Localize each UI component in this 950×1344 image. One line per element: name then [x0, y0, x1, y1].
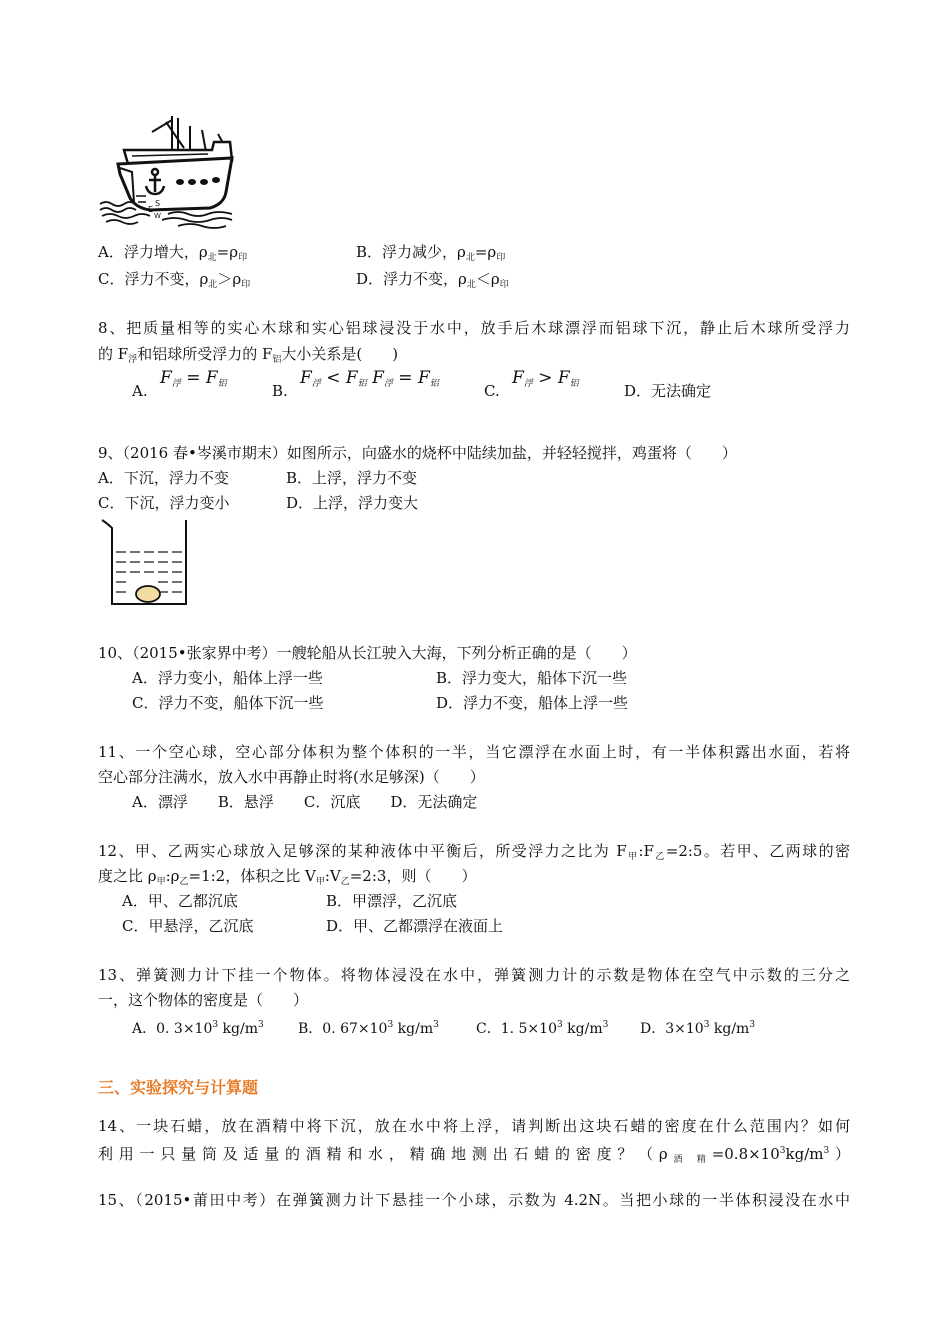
q9-stem: 9、（2016 春•岑溪市期末）如图所示，向盛水的烧杯中陆续加盐，并轻轻搅拌，鸡蛋将（ ） [98, 444, 737, 462]
ship-figure [98, 112, 238, 230]
q11-options: A．漂浮 B．悬浮 C．沉底 D．无法确定 [132, 793, 478, 811]
q14-stem-line2: 利用一只量筒及适量的酒精和水，精确地测出石蜡的密度？$(\rho_{酒 精}=0.8\times 10^3kg/m^3)$ [98, 1145, 850, 1165]
q8-stem-line2: 的 $F_浮$和铝球所受浮力的 $F_铝$大小关系是( ) [98, 345, 399, 365]
q7-option-a: A．浮力增大，$\rho_北=\rho_印$ [98, 243, 248, 263]
q13-option-d: D．$3\times 10^3$ $kg/m^3$ [640, 1020, 756, 1037]
q13-stem-line2: 一，这个物体的密度是（ ） [98, 991, 309, 1009]
q12-option-a: A．甲、乙都沉底 [122, 892, 238, 910]
q14-stem-line1: 14、一块石蜡，放在酒精中将下沉，放在水中将上浮，请判断出这块石蜡的密度在什么范围内？如何 [98, 1117, 850, 1135]
q8-option-b-formula: $F_浮 < F_铝$ $F_浮 = F_铝$ [300, 368, 439, 389]
q10-option-c: C．浮力不变，船体下沉一些 [132, 694, 324, 712]
q8-option-c-label: C. [484, 382, 500, 400]
q8-stem-line1: 8、把质量相等的实心木球和实心铝球浸没于水中，放手后木球漂浮而铝球下沉，静止后木球所受浮力 [98, 319, 850, 337]
q13-stem-line1: 13、弹簧测力计下挂一个物体。将物体浸没在水中，弹簧测力计的示数是物体在空气中示数的三分之 [98, 966, 850, 984]
q11-stem-line2: 空心部分注满水，放入水中再静止时将(水足够深)（ ） [98, 768, 485, 786]
q12-option-c: C．甲悬浮，乙沉底 [122, 917, 254, 935]
q8-option-a-label: A. [132, 382, 148, 400]
q8-option-c-formula: $F_浮 > F_铝$ [512, 368, 579, 389]
q10-option-d: D．浮力不变，船体上浮一些 [436, 694, 629, 712]
beaker-figure [98, 516, 190, 608]
ship-label-w: W [154, 212, 161, 220]
q9-option-a: A．下沉，浮力不变 [98, 469, 229, 487]
q12-option-b: B．甲漂浮，乙沉底 [326, 892, 458, 910]
q9-option-b: B．上浮，浮力不变 [286, 469, 418, 487]
q7-option-d: D．浮力不变，$\rho_北<\rho_印$ [356, 270, 509, 290]
q13-option-c: C．1. $5\times 10^3$ $kg/m^3$ [476, 1020, 609, 1037]
q13-option-a: A．0. $3\times 10^3$ $kg/m^3$ [132, 1020, 264, 1037]
q10-option-a: A．浮力变小，船体上浮一些 [132, 669, 323, 687]
q8-option-b-label: B. [272, 382, 288, 400]
ship-label-e: E [148, 205, 154, 214]
q7-option-c: C．浮力不变，$\rho_北>\rho_印$ [98, 270, 251, 290]
q11-stem-line1: 11、一个空心球，空心部分体积为整个体积的一半，当它漂浮在水面上时，有一半体积露出水面，若将 [98, 743, 850, 761]
q10-stem: 10、（2015•张家界中考）一艘轮船从长江驶入大海，下列分析正确的是（ ） [98, 644, 637, 662]
q7-option-b: B．浮力减少，$\rho_北=\rho_印$ [356, 243, 506, 263]
q12-stem-line2: 度之比 $\rho_甲:\rho_乙=1:2$，体积之比 $V_甲:V_乙=2:3$，则（ ） [98, 867, 477, 887]
q10-option-b: B．浮力变大，船体下沉一些 [436, 669, 628, 687]
q8-option-a-formula: $F_浮 = F_铝$ [160, 368, 227, 389]
q13-option-b: B．0. $67\times 10^3$ $kg/m^3$ [298, 1020, 439, 1037]
q9-option-c: C．下沉，浮力变小 [98, 494, 230, 512]
q12-stem-line1: 12、甲、乙两实心球放入足够深的某种液体中平衡后，所受浮力之比为 $F_甲:F_乙=2:5$。若甲、乙两球的密 [98, 842, 850, 862]
q9-option-d: D．上浮，浮力变大 [286, 494, 419, 512]
q8-option-d: D．无法确定 [624, 382, 712, 400]
q12-option-d: D．甲、乙都漂浮在液面上 [326, 917, 504, 935]
section-heading: 三、实验探究与计算题 [98, 1078, 259, 1097]
ship-label-s: S [155, 199, 161, 208]
q15-stem-line1: 15、（2015•莆田中考）在弹簧测力计下悬挂一个小球，示数为 4.2N。当把小球的一半体积浸没在水中 [98, 1191, 850, 1209]
